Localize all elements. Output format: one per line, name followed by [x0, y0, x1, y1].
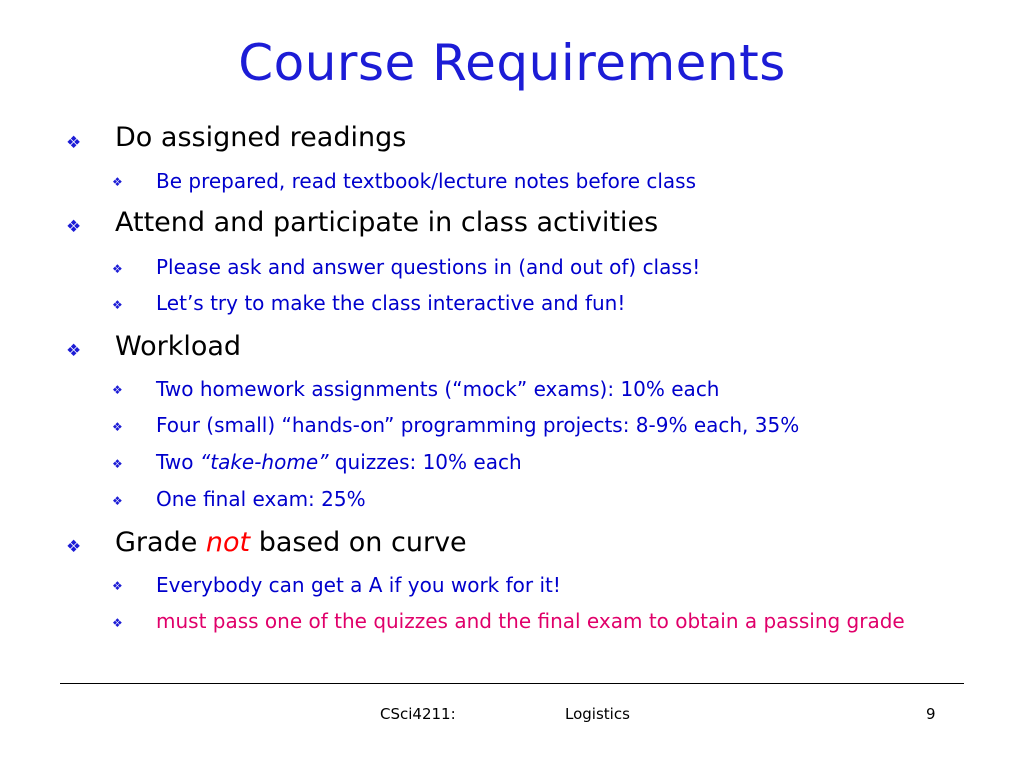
bullet-do-assigned-readings: Do assigned readings: [115, 122, 407, 153]
diamond-bullet-icon: ❖: [112, 175, 123, 189]
subbullet-programming-projects: Four (small) “hands-on” programming projects: 8-9% each, 35%: [156, 413, 800, 437]
subbullet-be-prepared: Be prepared, read textbook/lecture notes before class: [156, 169, 696, 193]
footer-page-number: 9: [926, 705, 936, 723]
diamond-bullet-icon: ❖: [112, 262, 123, 276]
subbullet-text-part: quizzes: 10% each: [328, 450, 522, 474]
bullet-text-part: Grade: [115, 527, 206, 558]
emphasis-take-home: “take-home”: [199, 450, 329, 474]
bullet-text-part: based on curve: [250, 527, 467, 558]
subbullet-everybody-can-get-a: Everybody can get a A if you work for it!: [156, 573, 561, 597]
bullet-grade-not-curve: [115, 529, 467, 556]
subbullet-interactive-fun: Let’s try to make the class interactive and fun!: [156, 291, 626, 315]
bullet-attend-participate: Attend and participate in class activities: [115, 207, 659, 238]
subbullet-homework-assignments: Two homework assignments (“mock” exams): 10% each: [156, 377, 720, 401]
emphasis-not: not: [205, 527, 251, 558]
diamond-bullet-icon: ❖: [112, 420, 123, 434]
subbullet-must-pass: must pass one of the quizzes and the final exam to obtain a passing grade: [156, 609, 905, 633]
subbullet-final-exam: One final exam: 25%: [156, 487, 366, 511]
diamond-bullet-icon: ❖: [66, 217, 82, 237]
bullet-workload: Workload: [115, 331, 242, 362]
diamond-bullet-icon: ❖: [66, 133, 82, 153]
diamond-bullet-icon: ❖: [112, 494, 123, 508]
footer-divider: [60, 683, 964, 684]
diamond-bullet-icon: ❖: [66, 341, 82, 361]
footer-course: CSci4211:: [380, 705, 456, 723]
diamond-bullet-icon: ❖: [112, 457, 123, 471]
footer-topic: Logistics: [565, 705, 630, 723]
subbullet-ask-questions: Please ask and answer questions in (and out of) class!: [156, 255, 701, 279]
slide-title: Course Requirements: [238, 34, 786, 92]
diamond-bullet-icon: ❖: [112, 616, 123, 630]
diamond-bullet-icon: ❖: [112, 298, 123, 312]
subbullet-text-part: Two: [156, 450, 200, 474]
diamond-bullet-icon: ❖: [112, 579, 123, 593]
diamond-bullet-icon: ❖: [112, 383, 123, 397]
subbullet-take-home-quizzes: [156, 452, 522, 472]
diamond-bullet-icon: ❖: [66, 537, 82, 557]
